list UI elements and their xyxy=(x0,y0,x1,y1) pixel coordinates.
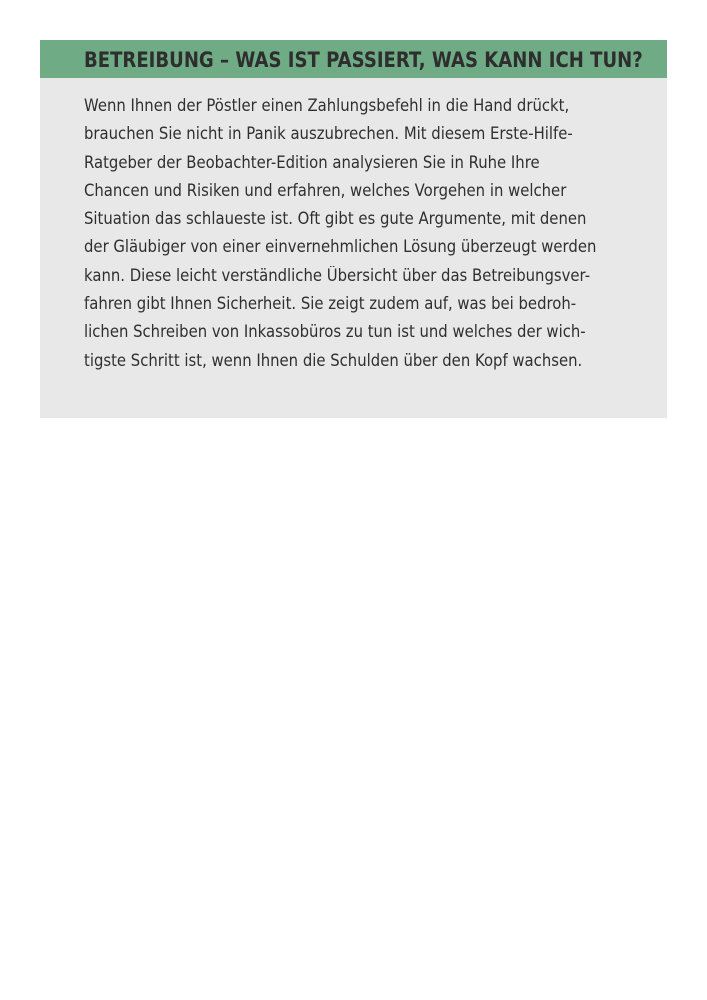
header-bar xyxy=(40,40,667,78)
text-line: der Gläubiger von einer einvernehmlichen Lösung überzeugt werden xyxy=(84,237,597,257)
text-line: Chancen und Risiken und erfahren, welches Vorgehen in welcher xyxy=(84,180,567,200)
text-line: lichen Schreiben von Inkassobüros zu tun ist und welches der wich- xyxy=(84,322,586,342)
box-title: BETREIBUNG – WAS IST PASSIERT, WAS KANN ICH TUN? xyxy=(84,48,643,72)
description-paragraph xyxy=(84,92,640,375)
text-line: Ratgeber der Beobachter-Edition analysieren Sie in Ruhe Ihre xyxy=(84,152,540,172)
text-line: tigste Schritt ist, wenn Ihnen die Schulden über den Kopf wachsen. xyxy=(84,350,583,370)
info-box xyxy=(40,40,667,418)
text-line: Situation das schlaueste ist. Oft gibt es gute Argumente, mit denen xyxy=(84,209,587,229)
text-line: Wenn Ihnen der Pöstler einen Zahlungsbefehl in die Hand drückt, xyxy=(84,96,570,115)
text-line: kann. Diese leicht verständliche Übersicht über das Betreibungsver- xyxy=(84,265,591,285)
text-line: brauchen Sie nicht in Panik auszubrechen. Mit diesem Erste-Hilfe- xyxy=(84,124,573,144)
text-line: fahren gibt Ihnen Sicherheit. Sie zeigt zudem auf, was bei bedroh- xyxy=(84,294,577,314)
